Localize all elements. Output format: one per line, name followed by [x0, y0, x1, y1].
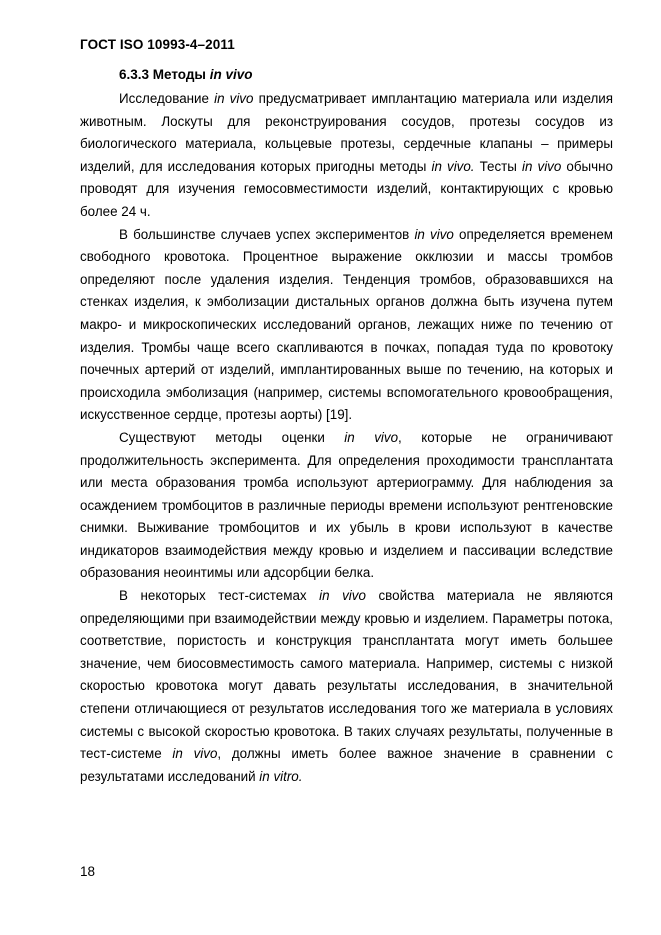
text-run: , которые не ограничивают продолжительность эксперимента. Для определения проходимости трансплантата или места образования тромба используют артериограмму. Для наблюдения за осаждением тромбоцитов в различные периоды времени используют рентгеновские снимки. Выживание тромбоцитов и их убыль в крови используют в качестве индикаторов взаимодействия между кровью и изделием и пассивации вследствие образования неоинтимы или адсорбции белка.	[80, 429, 614, 581]
page-number: 18	[80, 864, 96, 879]
italic-term: in vitro.	[259, 768, 303, 784]
text-run: определяется временем свободного кровотока. Процентное выражение окклюзии и массы тромбов определяют после удаления изделия. Тенденция тромбов, образовавшихся на стенках изделия, к эмболизации дистальных органов должна быть изучена путем макро- и микроскопических исследований органов, лежащих ниже по течению от изделия. Тромбы чаще всего скапливаются в почках, попадая туда по кровотоку почечных артерий от изделий, имплантированных выше по течению, на которых и происходила эмболизация (например, системы вспомогательного кровообращения, искусственное сердце, протезы аорты) [19].	[80, 226, 613, 423]
italic-term: in vivo	[214, 91, 254, 106]
italic-term: in vivo	[344, 429, 399, 445]
paragraph-3	[80, 427, 613, 585]
italic-term: in vivo	[522, 158, 562, 174]
text-run: В большинстве случаев успех экспериментов	[119, 226, 415, 242]
section-term: in vivo	[209, 67, 253, 82]
text-run: свойства материала не являются определяющими при взаимодействии между кровью и изделием. Параметры потока, соответствие, пористость и конструкция трансплантата могут иметь большее значение, чем биосовместимость самого материала. Например, системы с низкой скоростью кровотока могут давать результаты исследования, в значительной степени отличающиеся от результатов исследования того же материала в условиях системы с высокой скоростью кровотока. В таких случаях результаты, полученные в тест-системе	[80, 588, 613, 762]
body-text	[80, 88, 613, 788]
text-run: В некоторых тест-системах	[119, 588, 320, 604]
text-run: обычно проводят для изучения гемосовместимости изделий, контактирующих с кровью более 24 ч.	[80, 158, 613, 219]
italic-term: in vivo.	[431, 158, 475, 174]
text-run: Существуют методы оценки	[119, 429, 345, 445]
italic-term: in vivo	[319, 588, 366, 604]
paragraph-2	[80, 224, 613, 427]
text-run: Тесты	[474, 158, 523, 174]
text-run: предусматривает имплантацию материала или изделия животным. Лоскуты для реконструирования сосудов, протезы сосудов из биологического материала, кольцевые протезы, сердечные клапаны – примеры изделий, для исследования которых пригодны методы	[80, 91, 613, 174]
section-number: 6.3.3 Методы	[119, 67, 210, 82]
paragraph-1	[80, 88, 613, 224]
italic-term: in vivo	[172, 746, 218, 762]
section-heading	[119, 67, 252, 82]
document-header: ГОСТ ISO 10993-4–2011	[80, 37, 235, 52]
text-run: , должны иметь более важное значение в сравнении с результатами исследований	[80, 746, 613, 784]
text-run: Исследование	[119, 91, 215, 106]
paragraph-4	[80, 585, 613, 788]
italic-term: in vivo	[414, 226, 454, 242]
